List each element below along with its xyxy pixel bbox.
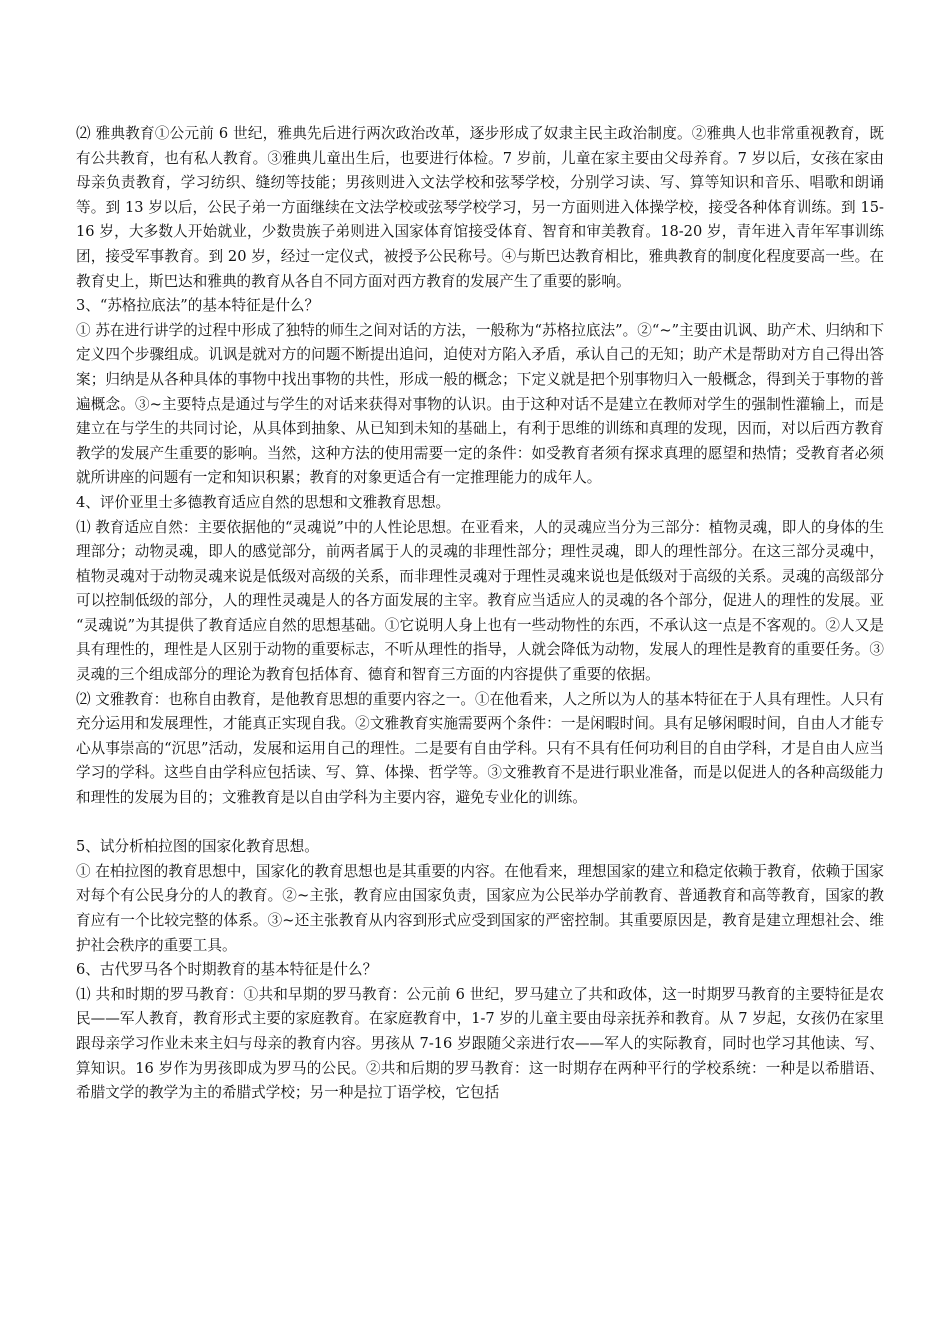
question-heading-5: 5、试分析柏拉图的国家化教育思想。 <box>76 838 319 856</box>
paragraph-natural-education: ⑴ 教育适应自然：主要依据他的“灵魂说”中的人性论思想。在亚看来，人的灵魂应当分为三部分：植物灵魂，即人的身体的生理部分；动物灵魂，即人的感觉部分，前两者属于人的灵魂的非理性部分；理性灵魂，即人的理性部分。在这三部分灵魂中，植物灵魂对于动物灵魂来说是低级对高级的关系，而非理性灵魂对于理性灵魂来说也是低级对于高级的关系。灵魂的高级部分可以控制低级的部分，人的理性灵魂是人的各方面发展的主宰。教育应当适应人的灵魂的各个部分，促进人的理性的发展。亚 “灵魂说”为其提供了教育适应自然的思想基础。①它说明人身上也有一些动物性的东西，不承认这一点是不客观的。②人又是具有理性的，理性是人区别于动物的重要标志，不听从理性的指导，人就会降低为动物，发展人的理性是教育的重要任务。③灵魂的三个组成部分的理论为教育包括体育、德育和智育三方面的内容提供了重要的依据。 <box>76 518 884 684</box>
document-page <box>76 122 884 1106</box>
paragraph-roman-education: ⑴ 共和时期的罗马教育：①共和早期的罗马教育：公元前 6 世纪，罗马建立了共和政体，这一时期罗马教育的主要特征是农民——军人教育，教育形式主要的家庭教育。在家庭教育中，1-7 岁的儿童主要由母亲抚养和教育。从 7 岁起，女孩仍在家里跟母亲学习作业未来主妇与母亲的教育内容。男孩从 7-16 岁跟随父亲进行农——军人的实际教育，同时也学习其他读、写、算知识。16 岁作为男孩即成为罗马的公民。②共和后期的罗马教育：这一时期存在两种平行的学校系统：一种是以希腊语、希腊文学的教学为主的希腊式学校；另一种是拉丁语学校，它包括 <box>76 985 884 1102</box>
question-heading-6: 6、古代罗马各个时期教育的基本特征是什么？ <box>76 961 378 979</box>
paragraph-athens-education: ⑵ 雅典教育①公元前 6 世纪，雅典先后进行两次政治改革，逐步形成了奴隶主民主政治制度。②雅典人也非常重视教育，既有公共教育，也有私人教育。③雅典儿童出生后，也要进行体检。7 岁前，儿童在家主要由父母养育。7 岁以后，女孩在家由母亲负责教育，学习纺织、缝纫等技能；男孩则进入文法学校和弦琴学校，分别学习读、写、算等知识和音乐、唱歌和朗诵等。到 13 岁以后，公民子弟一方面继续在文法学校或弦琴学校学习，另一方面则进入体操学校，接受各种体育训练。到 15-16 岁，大多数人开始就业，少数贵族子弟则进入国家体育馆接受体育、智育和审美教育。18-20 岁，青年进入青年军事训练团，接受军事教育。到 20 岁，经过一定仪式，被授予公民称号。④与斯巴达教育相比，雅典教育的制度化程度要高一些。在教育史上，斯巴达和雅典的教育从各自不同方面对西方教育的发展产生了重要的影响。 <box>76 125 884 290</box>
question-heading-3: 3、“苏格拉底法”的基本特征是什么？ <box>76 297 320 315</box>
paragraph-liberal-education: ⑵ 文雅教育：也称自由教育，是他教育思想的重要内容之一。①在他看来，人之所以为人的基本特征在于人具有理性。人只有充分运用和发展理性，才能真正实现自我。②文雅教育实施需要两个条件：一是闲暇时间。具有足够闲暇时间，自由人才能专心从事崇高的“沉思”活动，发展和运用自己的理性。二是要有自由学科。只有不具有任何功利目的自由学科，才是自由人应当学习的学科。这些自由学科应包括读、写、算、体操、哲学等。③文雅教育不是进行职业准备，而是以促进人的各种高级能力和理性的发展为目的；文雅教育是以自由学科为主要内容，避免专业化的训练。 <box>76 690 884 807</box>
blank-line <box>76 811 884 836</box>
question-heading-4: 4、评价亚里士多德教育适应自然的思想和文雅教育思想。 <box>76 493 451 511</box>
paragraph-plato-state-education: ① 在柏拉图的教育思想中，国家化的教育思想也是其重要的内容。在他看来，理想国家的建立和稳定依赖于教育，依赖于国家对每个有公民身分的人的教育。②~主张，教育应由国家负责，国家应为公民举办学前教育、普通教育和高等教育，国家的教育应有一个比较完整的体系。③~还主张教育从内容到形式应受到国家的严密控制。其重要原因是，教育是建立理想社会、维护社会秩序的重要工具。 <box>76 862 884 954</box>
paragraph-socratic-method: ① 苏在进行讲学的过程中形成了独特的师生之间对话的方法，一般称为“苏格拉底法”。②“~”主要由讥讽、助产术、归纳和下定义四个步骤组成。讥讽是就对方的问题不断提出追问，迫使对方陷入矛盾，承认自己的无知；助产术是帮助对方自己得出答案；归纳是从各种具体的事物中找出事物的共性，形成一般的概念；下定义就是把个别事物归入一般概念，得到关于事物的普遍概念。③~主要特点是通过与学生的对话来获得对事物的认识。由于这种对话不是建立在教师对学生的强制性灌输上，而是建立在与学生的共同讨论，从具体到抽象、从已知到未知的基础上，有利于思维的训练和真理的发现，因而，对以后西方教育教学的发展产生重要的影响。当然，这种方法的使用需要一定的条件：如受教育者须有探求真理的愿望和热情；受教育者必须就所讲座的问题有一定和知识积累；教育的对象更适合有一定推理能力的成年人。 <box>76 321 884 487</box>
